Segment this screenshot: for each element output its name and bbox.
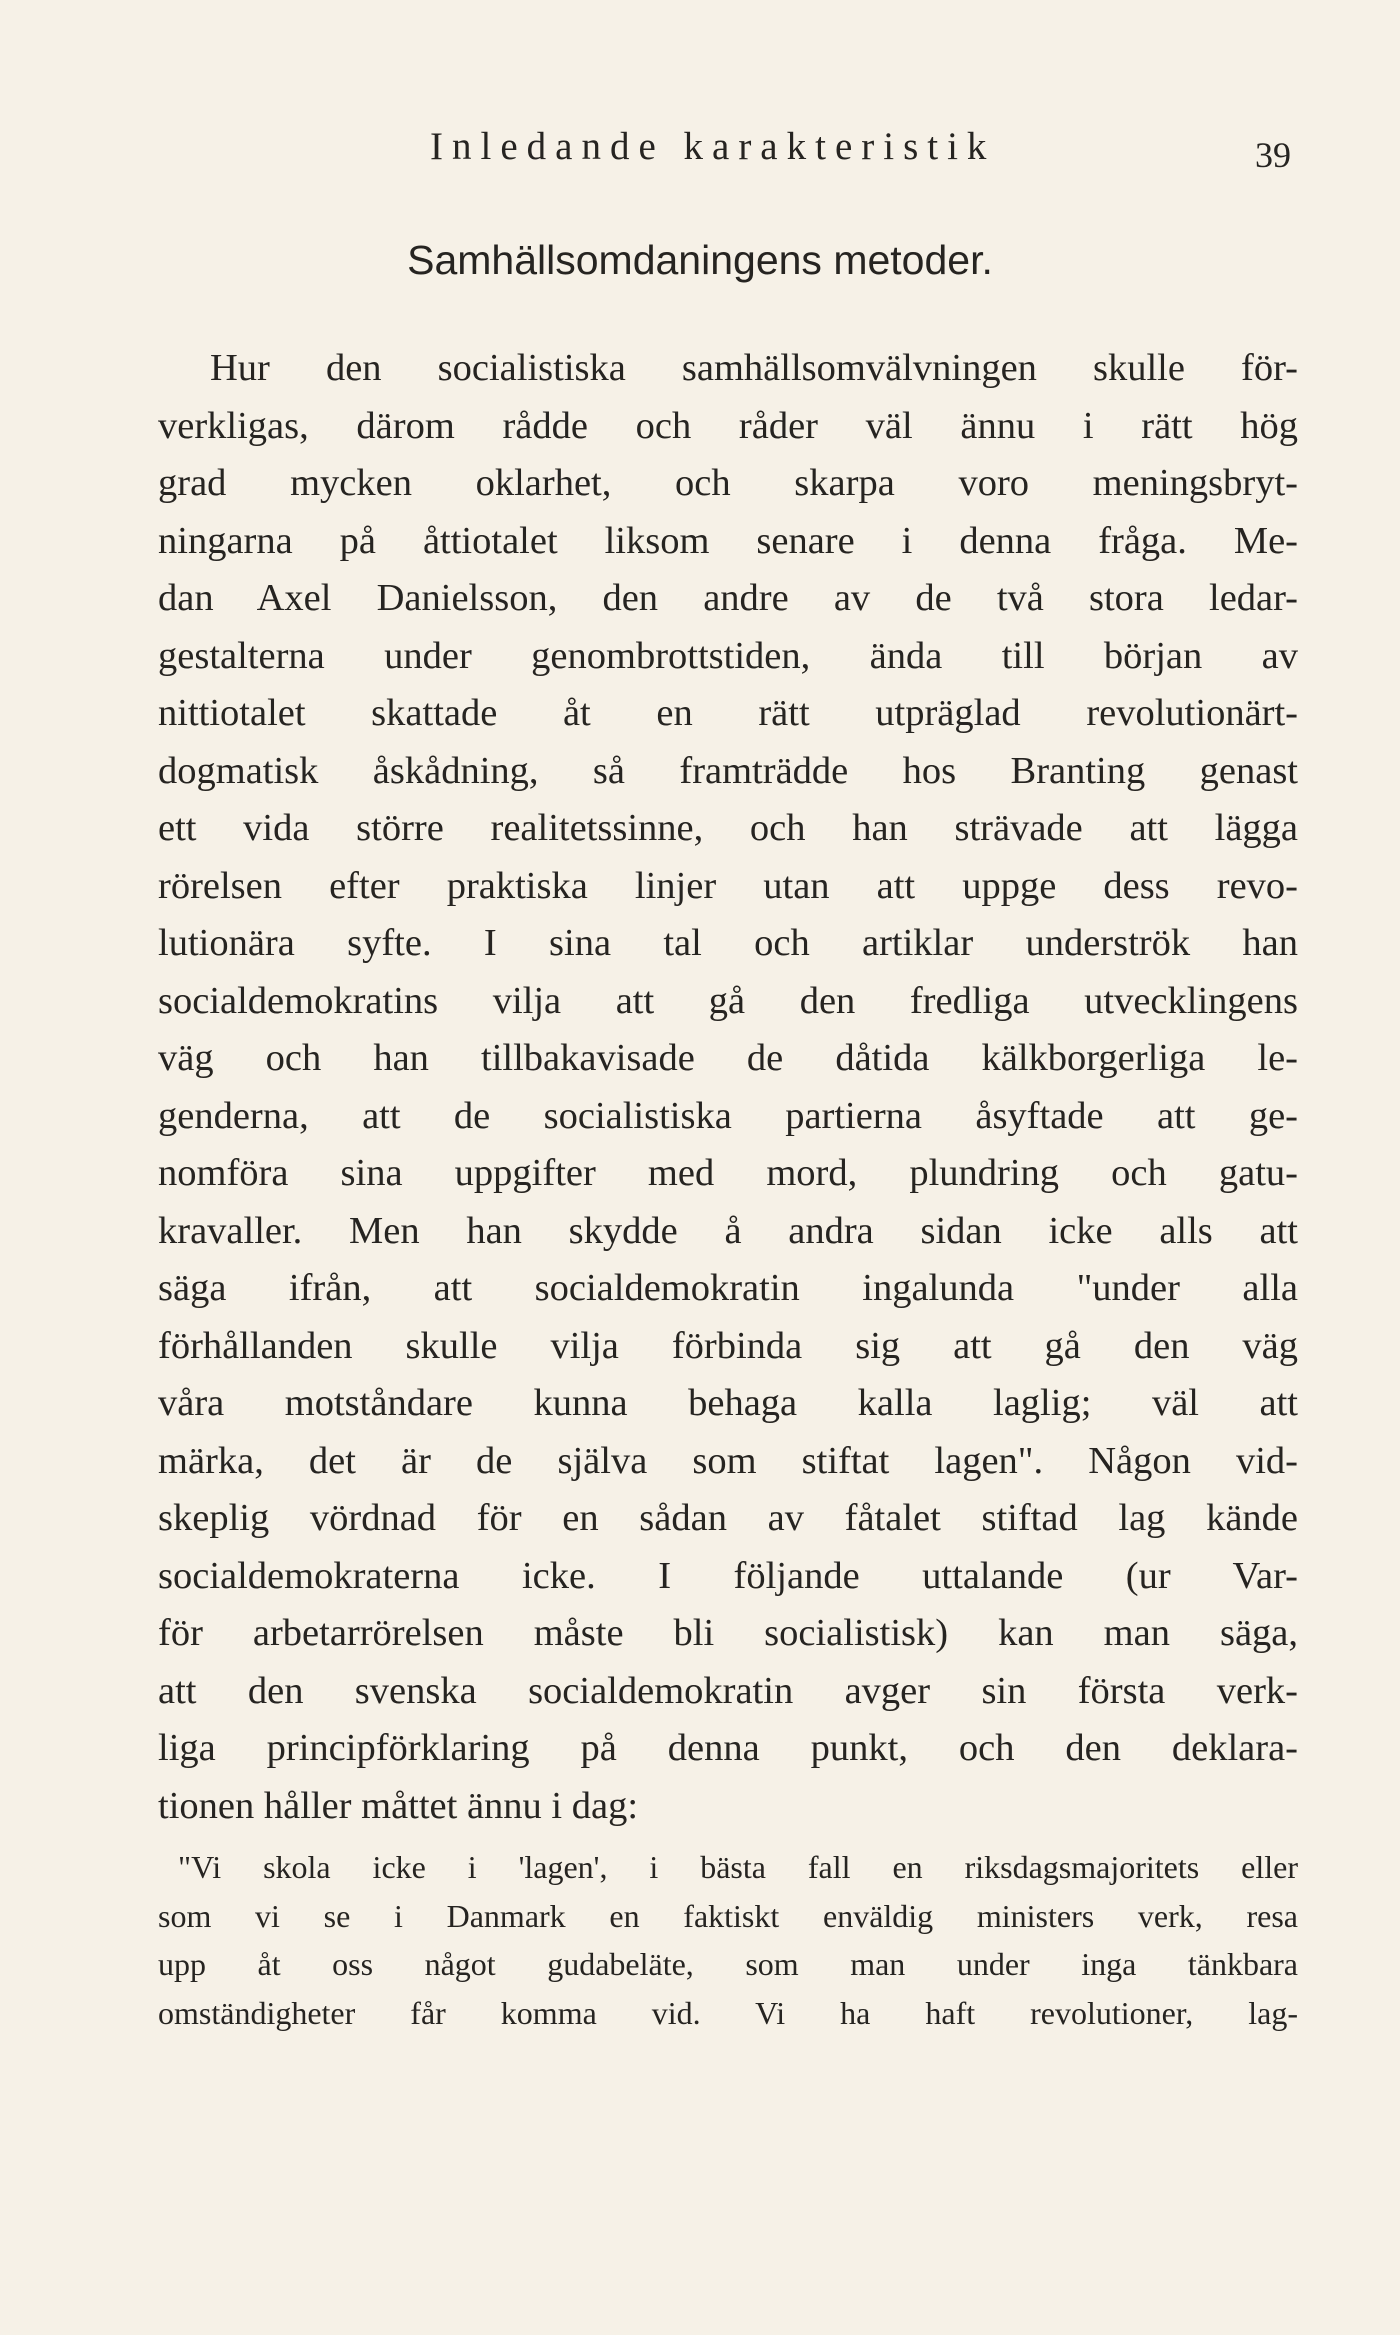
text-line: genderna, att de socialistiska partierna åsyftade att ge- [158, 1094, 1298, 1137]
quote-line: omständigheter får komma vid. Vi ha haft revolutioner, lag- [158, 1994, 1298, 2031]
text-line: socialdemokraterna icke. I följande uttalande (ur Var- [158, 1554, 1298, 1597]
quote-line: upp åt oss något gudabeläte, som man under inga tänkbara [158, 1946, 1298, 1982]
text-line: nittiotalet skattade åt en rätt utpräglad revolutionärt- [158, 692, 1298, 734]
running-title: Inledande karakteristik [430, 125, 996, 168]
text-line: väg och han tillbakavisade de dåtida kälkborgerliga le- [158, 1037, 1298, 1079]
page-number: 39 [1255, 135, 1291, 175]
text-line: skeplig vördnad för en sådan av fåtalet stiftad lag kände [158, 1497, 1298, 1539]
text-line: förhållanden skulle vilja förbinda sig att gå den väg [158, 1324, 1298, 1367]
text-line: verkligas, därom rådde och råder väl ännu i rätt hög [158, 404, 1298, 447]
text-line: kravaller. Men han skydde å andra sidan icke alls att [158, 1209, 1298, 1252]
text-line: nomföra sina uppgifter med mord, plundring och gatu- [158, 1152, 1298, 1194]
text-line: våra motståndare kunna behaga kalla laglig; väl att [158, 1382, 1298, 1424]
quote-line: "Vi skola icke i 'lagen', i bästa fall en riksdagsmajoritets eller [178, 1849, 1298, 1885]
block-quote [158, 1843, 1298, 2037]
text-line: rörelsen efter praktiska linjer utan att uppge dess revo- [158, 864, 1298, 907]
text-line: Hur den socialistiska samhällsomvälvningen skulle för- [210, 347, 1298, 389]
quote-line: som vi se i Danmark en faktiskt enväldig ministers verk, resa [158, 1897, 1298, 1934]
text-line: att den svenska socialdemokratin avger sin första verk- [158, 1669, 1298, 1712]
text-line: lutionära syfte. I sina tal och artiklar underströk han [158, 922, 1298, 964]
text-line: grad mycken oklarhet, och skarpa voro meningsbryt- [158, 462, 1298, 504]
text-line: säga ifrån, att socialdemokratin ingalunda "under alla [158, 1267, 1298, 1309]
text-line: gestalterna under genombrottstiden, ända till början av [158, 634, 1298, 677]
text-line: dan Axel Danielsson, den andre av de två stora ledar- [158, 577, 1298, 619]
text-line: liga principförklaring på denna punkt, och den deklara- [158, 1727, 1298, 1769]
running-head [0, 122, 1400, 175]
text-line: socialdemokratins vilja att gå den fredliga utvecklingens [158, 979, 1298, 1022]
section-heading: Samhällsomdaningens metoder. [407, 237, 993, 283]
body-paragraph [158, 340, 1298, 1835]
text-line: märka, det är de själva som stiftat lagen". Någon vid- [158, 1439, 1298, 1482]
text-line: tionen håller måttet ännu i dag: [158, 1784, 639, 1827]
text-line: ett vida större realitetssinne, och han strävade att lägga [158, 807, 1298, 849]
text-line: ningarna på åttiotalet liksom senare i denna fråga. Me- [158, 519, 1298, 562]
text-line: dogmatisk åskådning, så framträdde hos Branting genast [158, 749, 1298, 792]
text-line: för arbetarrörelsen måste bli socialistisk) kan man säga, [158, 1612, 1298, 1654]
